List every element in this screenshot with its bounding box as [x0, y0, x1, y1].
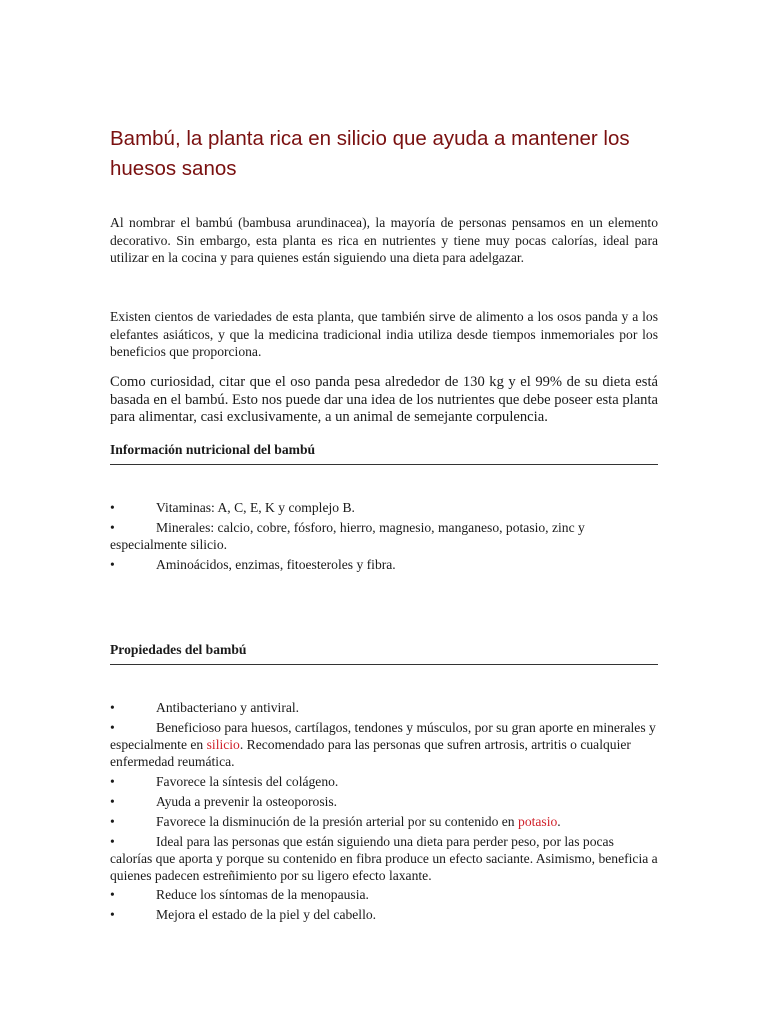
bullet-icon: •: [110, 834, 115, 849]
silicio-link[interactable]: silicio: [206, 737, 240, 752]
list-item: • Ayuda a prevenir la osteoporosis.: [110, 794, 338, 809]
bullet-icon: •: [110, 794, 115, 809]
bullet-icon: •: [110, 557, 115, 572]
bullet-icon: •: [110, 700, 115, 715]
bullet-icon: •: [110, 814, 115, 829]
list-item: • Beneficioso para huesos, cartílagos, tendones y músculos, por su gran aporte en minerales y especialmente en silicio. Recomendado para las personas que sufren artrosis, artritis o cualquier enfermedad reumática.: [110, 720, 656, 769]
potasio-link[interactable]: potasio: [518, 814, 558, 829]
bullet-icon: •: [110, 907, 115, 922]
list-item: • Vitaminas: A, C, E, K y complejo B.: [110, 500, 355, 515]
list-item: • Reduce los síntomas de la menopausia.: [110, 887, 369, 902]
nutrition-list: [110, 499, 658, 573]
properties-list: [110, 699, 658, 923]
bullet-icon: •: [110, 500, 115, 515]
list-item: • Minerales: calcio, cobre, fósforo, hierro, magnesio, manganeso, potasio, zinc y especialmente silicio.: [110, 520, 585, 552]
varieties-paragraph: Existen cientos de variedades de esta planta, que también sirve de alimento a los osos panda y a los elefantes asiáticos, y que la medicina tradicional india utiliza desde tiempos inmemoriales por los beneficios que proporciona.: [110, 309, 658, 360]
list-item: • Favorece la disminución de la presión arterial por su contenido en potasio.: [110, 814, 561, 829]
properties-heading: Propiedades del bambú: [110, 641, 658, 665]
list-item: • Antibacteriano y antiviral.: [110, 700, 300, 715]
bullet-icon: •: [110, 774, 115, 789]
list-item: • Aminoácidos, enzimas, fitoesteroles y fibra.: [110, 557, 396, 572]
bullet-icon: •: [110, 720, 115, 735]
bullet-icon: •: [110, 887, 115, 902]
bullet-icon: •: [110, 520, 115, 535]
list-item: • Mejora el estado de la piel y del cabello.: [110, 907, 377, 922]
curiosity-paragraph: Como curiosidad, citar que el oso panda pesa alrededor de 130 kg y el 99% de su dieta está basada en el bambú. Esto nos puede dar una idea de los nutrientes que debe poseer esta planta para alimentar, casi exclusivamente, a un animal de semejante corpulencia.: [110, 374, 658, 425]
list-item: • Ideal para las personas que están siguiendo una dieta para perder peso, por las pocas calorías que aporta y porque su contenido en fibra produce un efecto saciante. Asimismo, beneficia a quienes padecen estreñimiento por su ligero efecto laxante.: [110, 834, 658, 883]
article-title: Bambú, la planta rica en silicio que ayuda a mantener los huesos sanos: [110, 127, 630, 180]
list-item: • Favorece la síntesis del colágeno.: [110, 774, 339, 789]
intro-paragraph: Al nombrar el bambú (bambusa arundinacea), la mayoría de personas pensamos en un elemento decorativo. Sin embargo, esta planta es rica en nutrientes y tiene muy pocas calorías, ideal para utilizar en la cocina y para quienes están siguiendo una dieta para adelgazar.: [110, 215, 658, 266]
nutrition-heading: Información nutricional del bambú: [110, 441, 658, 465]
